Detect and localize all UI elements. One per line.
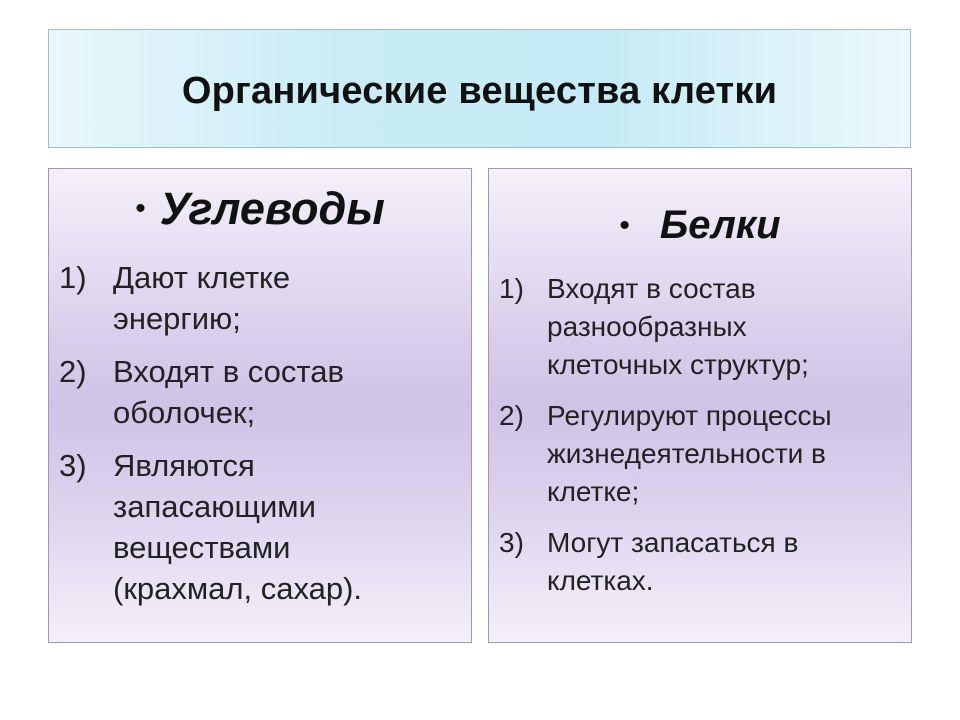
- item-number: 3): [59, 448, 87, 483]
- list-item: [49, 351, 471, 433]
- carbohydrates-panel: [48, 168, 472, 643]
- item-line: (крахмал, сахар).: [113, 571, 363, 606]
- item-line: клетке;: [547, 476, 640, 507]
- item-number: 1): [59, 260, 87, 295]
- list-item: [49, 257, 471, 339]
- bullet-icon: •: [619, 208, 630, 242]
- item-line: Могут запасаться в: [547, 527, 799, 558]
- item-number: 1): [499, 273, 524, 304]
- item-line: Дают клетке: [113, 260, 291, 295]
- proteins-heading: [489, 203, 911, 248]
- bullet-icon: •: [135, 192, 146, 225]
- item-line: энергию;: [113, 301, 241, 336]
- item-number: 3): [499, 527, 524, 558]
- proteins-list: [489, 270, 911, 613]
- list-item: [489, 270, 911, 384]
- item-line: клеточных структур;: [547, 349, 809, 380]
- item-line: оболочек;: [113, 395, 256, 430]
- item-line: клетках.: [547, 565, 654, 596]
- proteins-panel: [488, 168, 912, 643]
- item-number: 2): [499, 400, 524, 431]
- list-item: [489, 397, 911, 511]
- carbohydrates-heading: [49, 183, 471, 235]
- item-line: Входят в состав: [113, 354, 344, 389]
- item-line: Входят в состав: [547, 273, 756, 304]
- item-line: запасающими: [113, 489, 316, 524]
- item-line: Регулируют процессы: [547, 400, 832, 431]
- list-item: [49, 445, 471, 609]
- carbohydrates-heading-text: Углеводы: [159, 183, 385, 234]
- carbohydrates-list: [49, 257, 471, 621]
- item-line: Являются: [113, 448, 255, 483]
- title-banner: [48, 29, 911, 148]
- item-line: веществами: [113, 530, 291, 565]
- item-line: жизнедеятельности в: [547, 438, 826, 469]
- page-title: Органические вещества клетки: [181, 70, 778, 112]
- list-item: [489, 524, 911, 600]
- proteins-heading-text: Белки: [659, 203, 781, 247]
- item-number: 2): [59, 354, 87, 389]
- item-line: разнообразных: [547, 311, 747, 342]
